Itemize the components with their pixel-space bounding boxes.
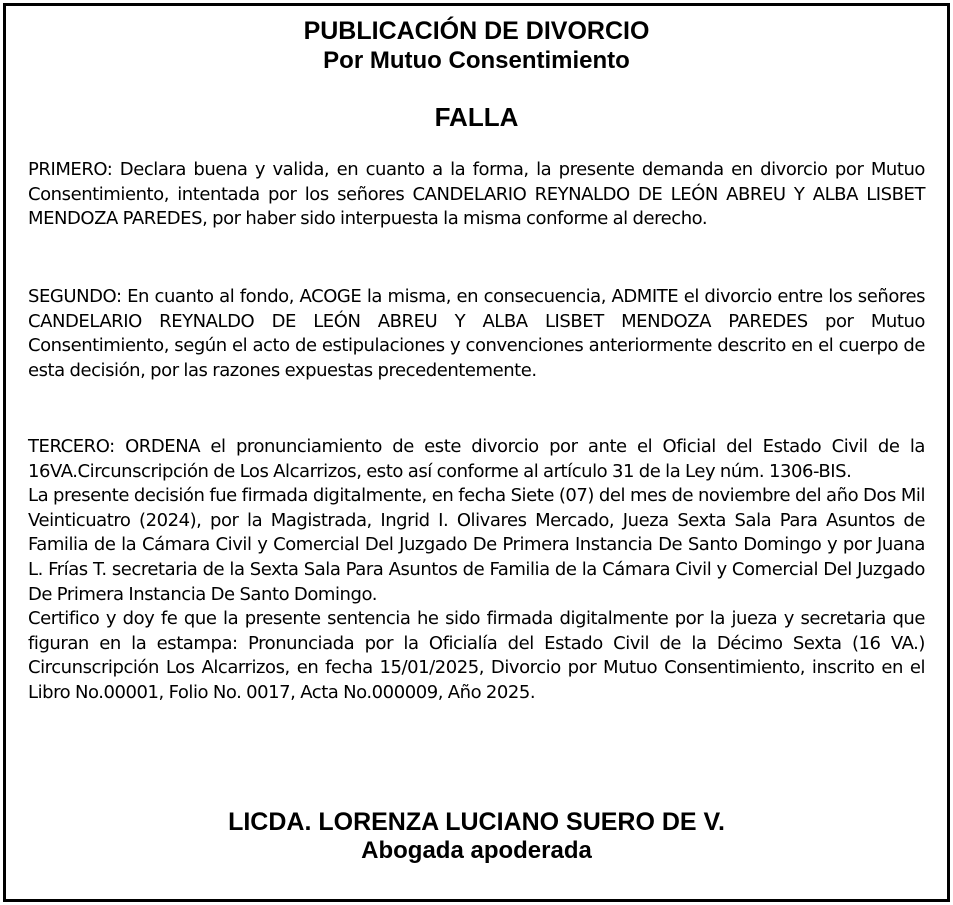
paragraph-segundo [28,285,925,383]
paragraph-segundo-text: SEGUNDO: En cuanto al fondo, ACOGE la misma, en consecuencia, ADMITE el divorcio entre los señores CANDELARIO REYNALDO DE LEÓN ABREU Y ALBA LISBET MENDOZA PAREDES por Mutuo Consentimiento, según el acto de estipulaciones y convenciones anteriormente descrito en el cuerpo de esta decisión, por las razones expuestas precedentemente. [28,286,925,381]
notice-subtitle: Por Mutuo Consentimiento [323,47,630,74]
paragraph-tercero-text: TERCERO: ORDENA el pronunciamiento de este divorcio por ante el Oficial del Estado Civil de la 16VA.Circunscripción de Los Alcarrizos, esto así conforme al artículo 31 de la Ley núm. 1306-BIS. [28,436,925,482]
paragraph-primero-text: PRIMERO: Declara buena y valida, en cuanto a la forma, la presente demanda en divorcio por Mutuo Consentimiento, intentada por los señores CANDELARIO REYNALDO DE LEÓN ABREU Y ALBA LISBET MENDOZA PAREDES, por haber sido interpuesta la misma conforme al derecho. [28,159,925,230]
notice-title: PUBLICACIÓN DE DIVORCIO [303,17,650,45]
paragraph-decision-text: La presente decisión fue firmada digitalmente, en fecha Siete (07) del mes de noviembre del año Dos Mil Veinticuatro (2024), por la Magistrada, Ingrid I. Olivares Mercado, Jueza Sexta Sala Para Asuntos de Familia de la Cámara Civil y Comercial Del Juzgado De Primera Instancia De Santo Domingo y por Juana L. Frías T. secretaria de la Sexta Sala Para Asuntos de Familia de la Cámara Civil y Comercial Del Juzgado De Primera Instancia De Santo Domingo. [28,485,925,605]
notice-frame [3,3,950,902]
signatory-name: LICDA. LORENZA LUCIANO SUERO DE V. [228,808,725,836]
paragraph-certifico-text: Certifico y doy fe que la presente sentencia he sido firmada digitalmente por la jueza y secretaria que figuran en la estampa: Pronunciada por la Oficialía del Estado Civil de la Décimo Sexta (16 VA.) Circunscripción Los Alcarrizos, en fecha 15/01/2025, Divorcio por Mutuo Consentimiento, inscrito en el Libro No.00001, Folio No. 0017, Acta No.000009, Año 2025. [28,608,925,703]
paragraph-primero [28,158,925,232]
signatory-role: Abogada apoderada [361,837,592,864]
paragraph-tercero-block [28,435,925,706]
section-heading: FALLA [434,102,519,132]
